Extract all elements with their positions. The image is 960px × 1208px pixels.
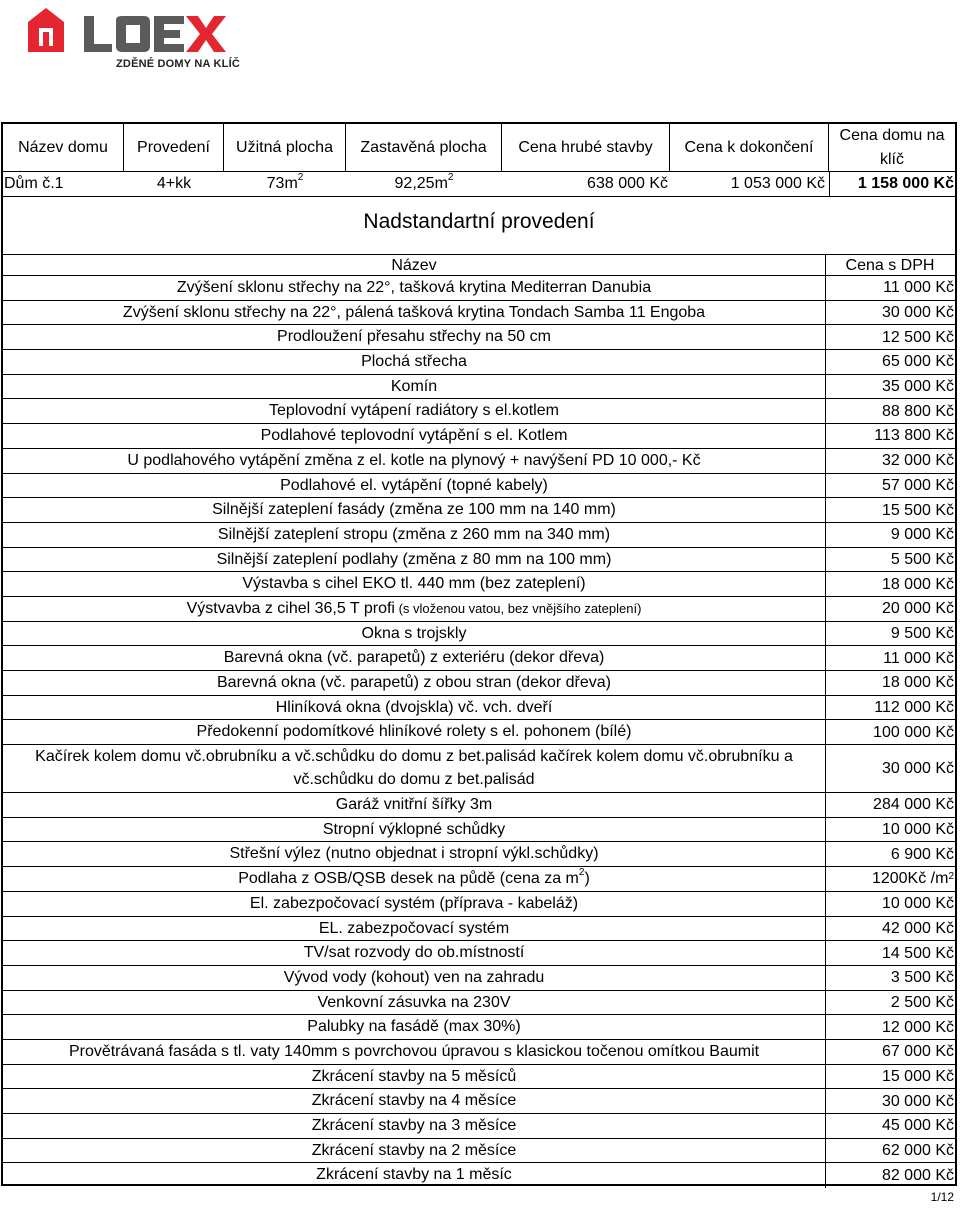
option-price: 2 500 Kč bbox=[890, 993, 954, 1011]
house-built-area: $92,25m^2$ bbox=[394, 171, 454, 192]
option-price: 284 000 Kč bbox=[873, 796, 954, 814]
option-name: Výstvavba z cihel 36,5 T profi (s vloženou vatou, bez vnějšího zateplení) bbox=[3, 597, 826, 621]
table-row bbox=[3, 572, 955, 597]
table-row bbox=[3, 498, 955, 523]
option-price: 35 000 Kč bbox=[881, 378, 954, 396]
option-name: El. zabezpočovací systém (příprava - kabeláž) bbox=[3, 892, 826, 916]
option-name: Barevná okna (vč. parapetů) z exteriéru (dekor dřeva) bbox=[3, 646, 826, 670]
table-row bbox=[3, 548, 955, 573]
table-row bbox=[3, 375, 955, 400]
table-row bbox=[3, 1139, 955, 1164]
table-row bbox=[3, 1163, 955, 1188]
logo-tagline: ZDĚNÉ DOMY NA KLÍČ bbox=[116, 58, 240, 70]
option-price: 88 800 Kč bbox=[881, 402, 954, 420]
option-price: 62 000 Kč bbox=[881, 1142, 954, 1160]
option-price: 10 000 Kč bbox=[881, 821, 954, 839]
option-price: 18 000 Kč bbox=[881, 575, 954, 593]
option-name: Zkrácení stavby na 5 měsíců bbox=[3, 1065, 826, 1089]
section-title: Nadstandartní provedení bbox=[363, 210, 595, 233]
table-row bbox=[3, 325, 955, 350]
table-row bbox=[3, 720, 955, 745]
option-name: Předokenní podomítkové hliníkové rolety s el. pohonem (bílé) bbox=[3, 720, 826, 744]
table-row bbox=[3, 917, 955, 942]
option-name: Stropní výklopné schůdky bbox=[3, 818, 826, 842]
house-price-shell: 638 000 Kč bbox=[587, 175, 668, 192]
option-price: 42 000 Kč bbox=[881, 919, 954, 937]
table-row bbox=[3, 696, 955, 721]
option-name: Zvýšení sklonu střechy na 22°, tašková krytina Mediterran Danubia bbox=[3, 276, 826, 300]
option-name: Provětrávaná fasáda s tl. vaty 140mm s povrchovou úpravou s klasickou točenou omítkou Baumit bbox=[3, 1040, 826, 1064]
table-row bbox=[3, 646, 955, 671]
option-price: 113 800 Kč bbox=[874, 427, 954, 445]
option-name: EL. zabezpočovací systém bbox=[3, 917, 826, 941]
option-name: Podlahové el. vytápění (topné kabely) bbox=[3, 474, 826, 498]
option-price: 11 000 Kč bbox=[883, 279, 954, 297]
header-price-turnkey: Cena domu na klíč bbox=[829, 124, 955, 172]
option-name: Palubky na fasádě (max 30%) bbox=[3, 1015, 826, 1039]
option-price: 12 000 Kč bbox=[881, 1018, 954, 1036]
option-price: 18 000 Kč bbox=[881, 674, 954, 692]
divider bbox=[3, 196, 955, 197]
house-price-turnkey: 1 158 000 Kč bbox=[829, 172, 955, 196]
option-price: 57 000 Kč bbox=[881, 476, 954, 494]
option-name: Kačírek kolem domu vč.obrubníku a vč.schůdku do domu z bet.palisád kačírek kolem domu vč.obrubníku a vč.schůdku do domu z bet.palisád bbox=[3, 745, 826, 792]
table-row bbox=[3, 941, 955, 966]
option-price: 32 000 Kč bbox=[881, 452, 954, 470]
table-row bbox=[3, 399, 955, 424]
option-name: Teplovodní vytápení radiátory s el.kotlem bbox=[3, 399, 826, 423]
option-name: Garáž vnitřní šířky 3m bbox=[3, 793, 826, 817]
table-row bbox=[3, 671, 955, 696]
options-header-name: Název bbox=[3, 255, 826, 275]
house-name: Dům č.1 bbox=[4, 175, 64, 192]
table-row bbox=[3, 597, 955, 622]
table-row bbox=[3, 867, 955, 892]
price-list-table bbox=[1, 122, 957, 1186]
table-row bbox=[3, 301, 955, 326]
table-row bbox=[3, 1015, 955, 1040]
option-name: U podlahového vytápění změna z el. kotle na plynový + navýšení PD 10 000,- Kč bbox=[3, 449, 826, 473]
option-name: Zkrácení stavby na 4 měsíce bbox=[3, 1089, 826, 1113]
option-name: Zkrácení stavby na 1 měsíc bbox=[3, 1163, 826, 1188]
option-name: Barevná okna (vč. parapetů) z obou stran (dekor dřeva) bbox=[3, 671, 826, 695]
option-price: 3 500 Kč bbox=[890, 969, 954, 987]
option-name: Plochá střecha bbox=[3, 350, 826, 374]
option-name: Prodloužení přesahu střechy na 50 cm bbox=[3, 325, 826, 349]
table-row bbox=[3, 818, 955, 843]
table-row bbox=[3, 991, 955, 1016]
options-table bbox=[3, 254, 955, 1188]
option-price: 30 000 Kč bbox=[881, 1092, 954, 1110]
option-price: 10 000 Kč bbox=[881, 895, 954, 913]
house-price-completion: 1 053 000 Kč bbox=[730, 175, 825, 192]
option-price: 67 000 Kč bbox=[881, 1043, 954, 1061]
table-row bbox=[3, 350, 955, 375]
option-price: 112 000 Kč bbox=[874, 699, 954, 717]
option-price: 30 000 Kč bbox=[881, 760, 954, 778]
option-price: 1200Kč /m $^2$ bbox=[871, 870, 954, 888]
option-price: 5 500 Kč bbox=[890, 550, 954, 568]
company-logo bbox=[28, 6, 238, 72]
option-price: 11 000 Kč bbox=[883, 649, 954, 667]
option-name: Okna s trojskly bbox=[3, 622, 826, 646]
option-price: 20 000 Kč bbox=[881, 600, 954, 618]
table-row bbox=[3, 276, 955, 301]
loex-logo-graphic bbox=[28, 6, 238, 58]
table-row bbox=[3, 424, 955, 449]
options-header-row bbox=[3, 254, 955, 276]
option-price: 65 000 Kč bbox=[881, 353, 954, 371]
table-row bbox=[3, 1065, 955, 1090]
option-name: Podlahové teplovodní vytápění s el. Kotlem bbox=[3, 424, 826, 448]
header-layout: Provedení bbox=[124, 124, 224, 172]
option-price: 14 500 Kč bbox=[881, 944, 954, 962]
page-number: 1/12 bbox=[930, 1190, 954, 1204]
option-price: 9 500 Kč bbox=[890, 624, 954, 642]
option-name: Vývod vody (kohout) ven na zahradu bbox=[3, 966, 826, 990]
table-row bbox=[3, 842, 955, 867]
option-name: Hliníková okna (dvojskla) vč. vch. dveří bbox=[3, 696, 826, 720]
table-row bbox=[3, 523, 955, 548]
option-price: 100 000 Kč bbox=[873, 723, 954, 741]
option-name: Výstavba s cihel EKO tl. 440 mm (bez zateplení) bbox=[3, 572, 826, 596]
header-built-area: Zastavěná plocha bbox=[346, 124, 502, 172]
table-row bbox=[3, 1040, 955, 1065]
option-name: Silnější zateplení fasády (změna ze 100 mm na 140 mm) bbox=[3, 498, 826, 522]
option-price: 82 000 Kč bbox=[881, 1167, 954, 1185]
option-price: 6 900 Kč bbox=[890, 845, 954, 863]
table-row bbox=[3, 622, 955, 647]
table-row bbox=[3, 793, 955, 818]
option-name: Střešní výlez (nutno objednat i stropní výkl.schůdky) bbox=[3, 842, 826, 866]
options-header-price: Cena s DPH bbox=[845, 256, 935, 274]
table-row bbox=[3, 474, 955, 499]
option-name: TV/sat rozvody do ob.místností bbox=[3, 941, 826, 965]
table-row bbox=[3, 449, 955, 474]
option-price: 45 000 Kč bbox=[881, 1117, 954, 1135]
option-name: Zkrácení stavby na 2 měsíce bbox=[3, 1139, 826, 1163]
house-layout: 4+kk bbox=[156, 175, 192, 192]
table-row bbox=[3, 966, 955, 991]
option-price: 9 000 Kč bbox=[890, 526, 954, 544]
option-name: Silnější zateplení podlahy (změna z 80 mm na 100 mm) bbox=[3, 548, 826, 572]
table-row bbox=[3, 745, 955, 793]
table-row bbox=[3, 1089, 955, 1114]
option-name: Venkovní zásuvka na 230V bbox=[3, 991, 826, 1015]
table-row bbox=[3, 892, 955, 917]
header-house-name: Název domu bbox=[3, 124, 124, 172]
option-price: 30 000 Kč bbox=[881, 304, 954, 322]
option-name: Zkrácení stavby na 3 měsíce bbox=[3, 1114, 826, 1138]
option-price: 12 500 Kč bbox=[881, 328, 954, 346]
option-price: 15 500 Kč bbox=[881, 501, 954, 519]
header-price-shell: Cena hrubé stavby bbox=[502, 124, 670, 172]
table-row bbox=[3, 1114, 955, 1139]
option-name: Komín bbox=[3, 375, 826, 399]
option-name: Podlaha z OSB/QSB desek na půdě (cena za $m^2$) bbox=[3, 867, 826, 891]
header-price-completion: Cena k dokončení bbox=[670, 124, 829, 172]
house-usable-area: $73m^2$ bbox=[266, 171, 304, 192]
option-name: Zvýšení sklonu střechy na 22°, pálená tašková krytina Tondach Samba 11 Engoba bbox=[3, 301, 826, 325]
option-name: Silnější zateplení stropu (změna z 260 mm na 340 mm) bbox=[3, 523, 826, 547]
header-usable-area: Užitná plocha bbox=[224, 124, 346, 172]
option-price: 15 000 Kč bbox=[881, 1067, 954, 1085]
